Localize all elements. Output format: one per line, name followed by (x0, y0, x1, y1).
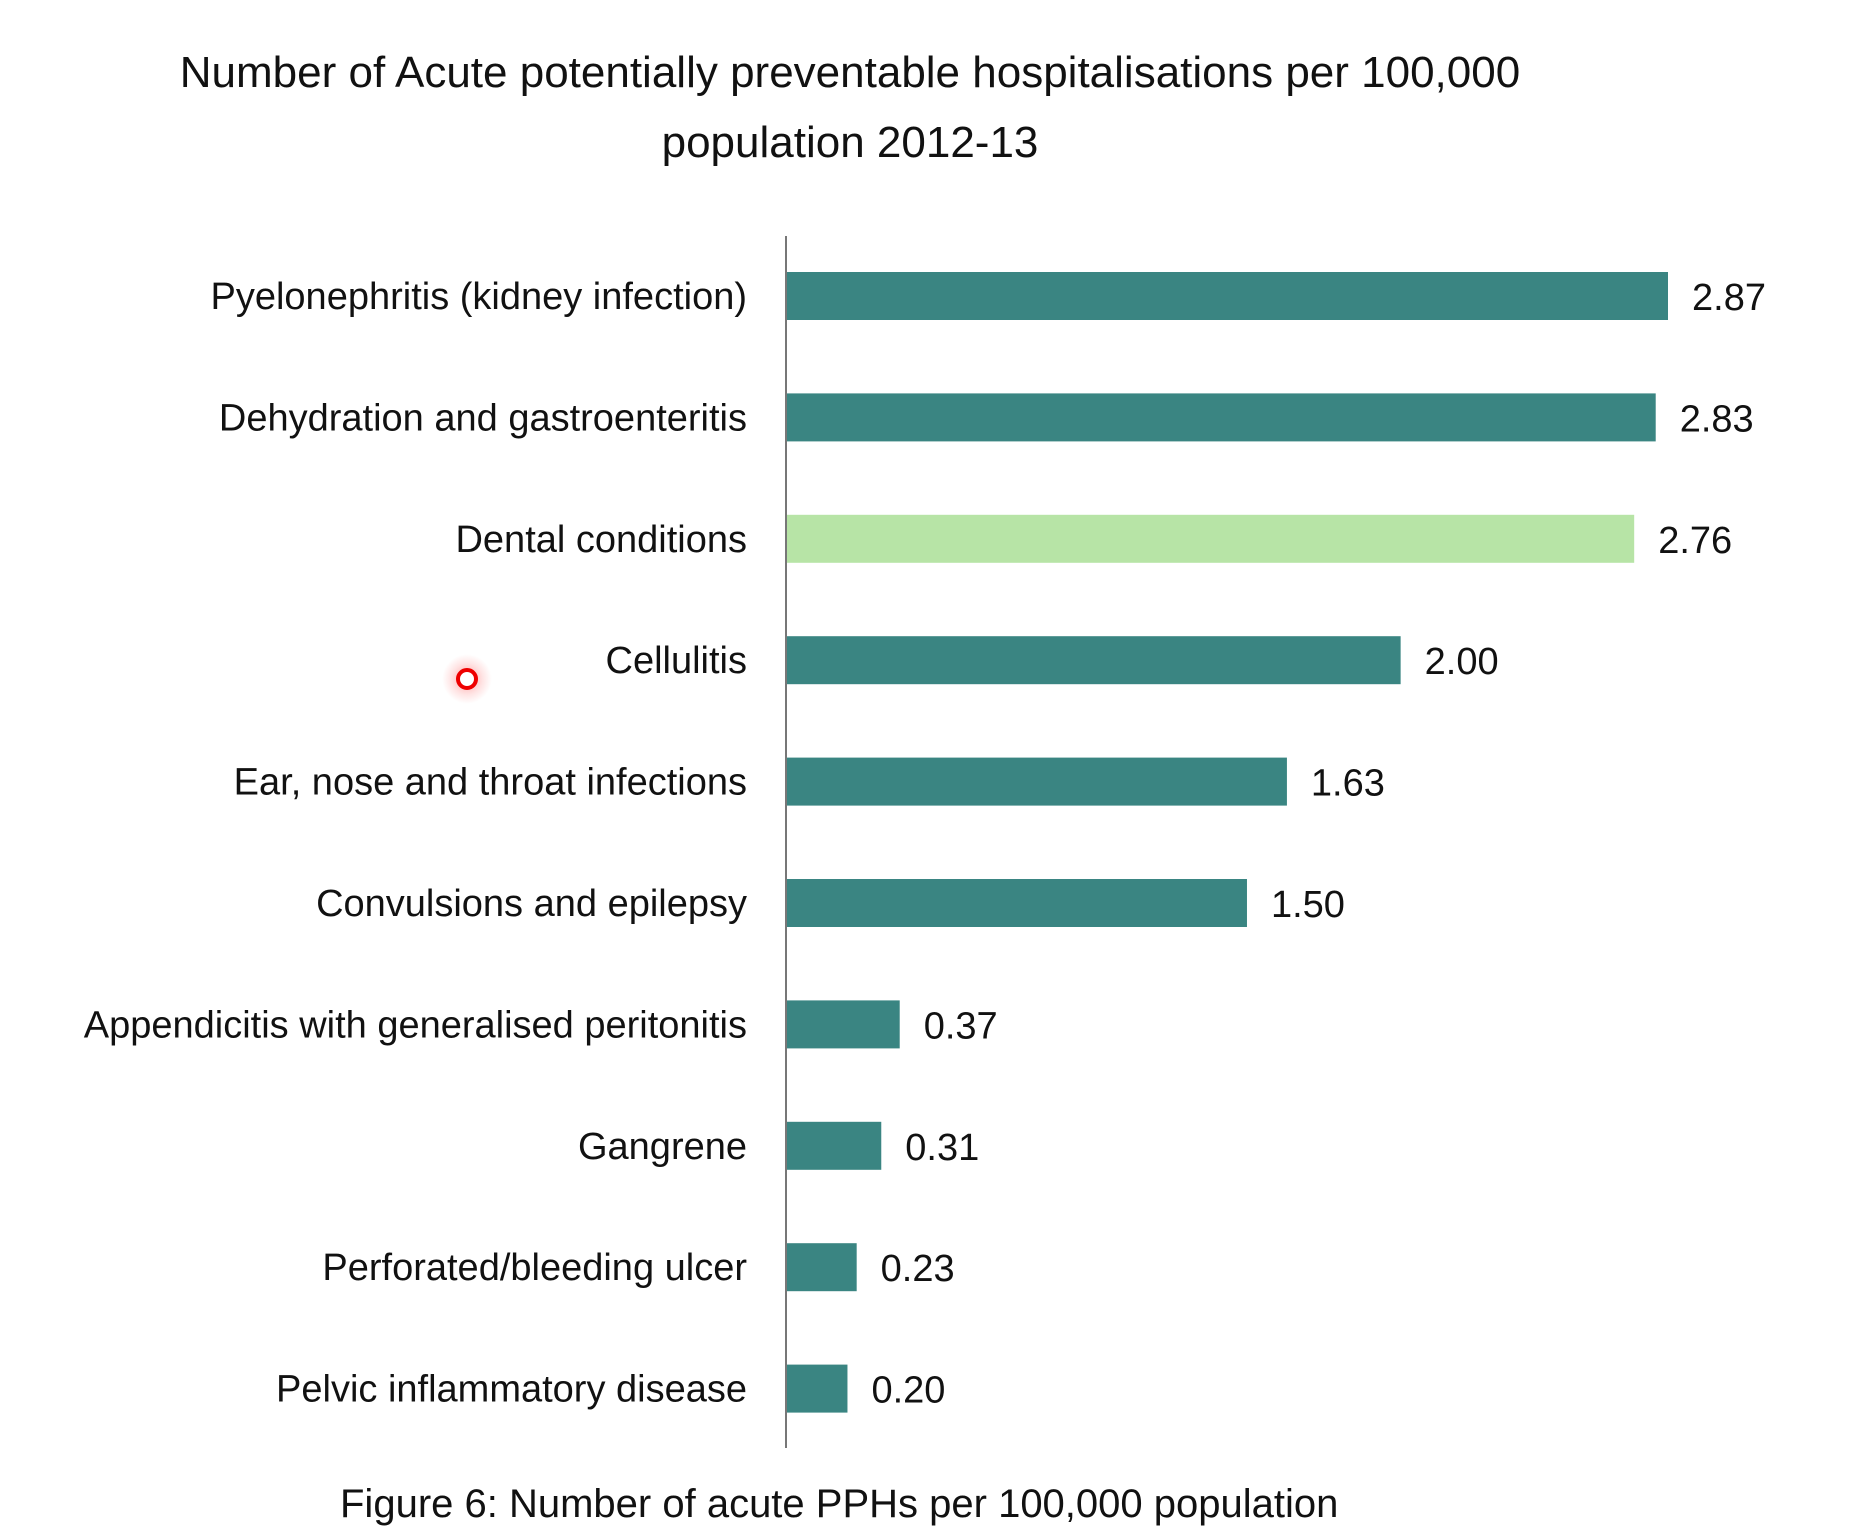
category-label: Appendicitis with generalised peritonitis (83, 1004, 747, 1047)
category-label: Pelvic inflammatory disease (276, 1368, 747, 1411)
bar-9 (786, 1365, 847, 1413)
value-label: 0.20 (871, 1369, 946, 1412)
category-label: Dehydration and gastroenteritis (218, 397, 747, 440)
value-label: 2.00 (1424, 641, 1499, 684)
figure-caption: Figure 6: Number of acute PPHs per 100,000 population (340, 1482, 1339, 1526)
cursor-pointer-icon (456, 668, 478, 690)
value-labels-layer (871, 277, 1766, 1412)
category-label: Gangrene (577, 1125, 747, 1168)
bar-7 (786, 1122, 881, 1170)
value-label: 0.37 (923, 1005, 998, 1048)
value-label: 2.83 (1679, 398, 1754, 441)
bar-4 (786, 758, 1287, 806)
value-label: 1.63 (1310, 762, 1385, 805)
category-label: Perforated/bleeding ulcer (322, 1247, 747, 1290)
value-label: 2.87 (1692, 277, 1766, 319)
bars-layer (786, 272, 1668, 1413)
category-label: Pyelonephritis (kidney infection) (210, 276, 747, 318)
category-labels-layer (84, 276, 748, 1411)
value-label: 0.31 (905, 1126, 980, 1169)
bar-3 (786, 636, 1401, 684)
category-label: Convulsions and epilepsy (316, 883, 747, 925)
bar-1 (786, 393, 1656, 441)
value-label: 2.76 (1658, 519, 1733, 562)
bar-6 (786, 1000, 900, 1048)
value-label: 0.23 (880, 1248, 955, 1291)
bar-5 (786, 879, 1247, 927)
value-label: 1.50 (1270, 884, 1345, 926)
chart-title-line-2: population 2012-13 (661, 118, 1039, 167)
category-label: Ear, nose and throat infections (233, 761, 747, 804)
bar-0 (786, 272, 1668, 320)
bar-8 (786, 1243, 857, 1291)
category-label: Cellulitis (605, 640, 747, 683)
bar-2 (786, 515, 1634, 563)
category-label: Dental conditions (455, 518, 747, 561)
chart-title-line-1: Number of Acute potentially preventable hospitalisations per 100,000 (179, 48, 1521, 97)
